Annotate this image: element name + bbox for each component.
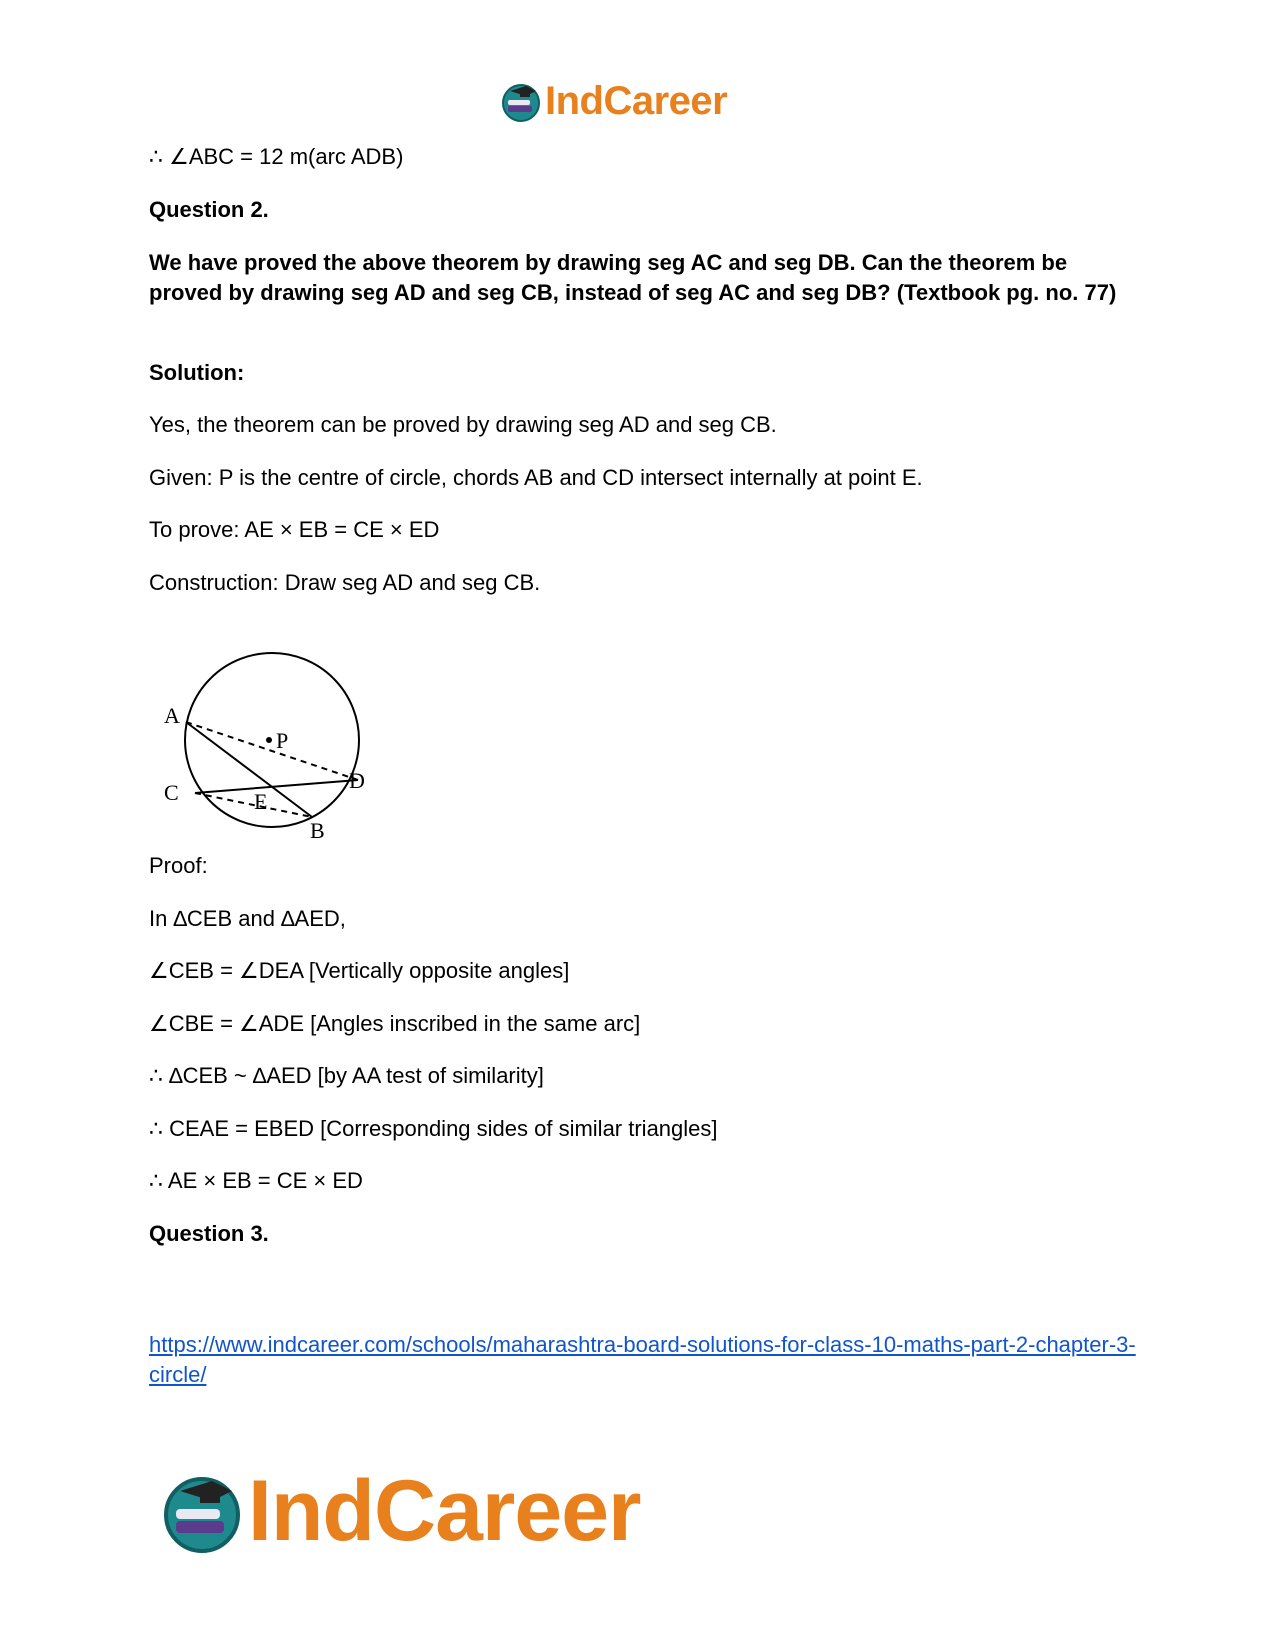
proof-step-3: ∠CBE = ∠ADE [Angles inscribed in the same arc]	[149, 1011, 641, 1036]
construction-statement: Construction: Draw seg AD and seg CB.	[149, 570, 541, 595]
proof-label: Proof:	[149, 853, 208, 878]
footer-logo-text: IndCareer	[248, 1463, 641, 1559]
label-e: E	[254, 789, 268, 814]
label-d: D	[349, 768, 365, 793]
solution-answer: Yes, the theorem can be proved by drawing seg AD and seg CB.	[149, 412, 777, 437]
centre-point	[266, 737, 272, 743]
question-2-text: We have proved the above theorem by drawing seg AC and seg DB. Can the theorem be proved by drawing seg AD and seg CB, instead of seg AC and seg DB? (Textbook pg. no. 77)	[149, 250, 1117, 305]
chord-ab	[186, 722, 312, 817]
source-url-link[interactable]: https://www.indcareer.com/schools/maharashtra-board-solutions-for-class-10-maths-part-2-chapter-3-circle/	[149, 1332, 1136, 1387]
circle-diagram	[150, 650, 380, 860]
label-b: B	[310, 818, 325, 843]
header-logo	[500, 80, 727, 122]
question-3-label: Question 3.	[149, 1221, 269, 1246]
question-2-label: Question 2.	[149, 197, 269, 222]
header-logo-text: IndCareer	[545, 79, 728, 123]
label-c: C	[164, 780, 179, 805]
proof-step-5: ∴ CEAE = EBED [Corresponding sides of similar triangles]	[149, 1116, 718, 1141]
proof-step-4: ∴ ∆CEB ~ ∆AED [by AA test of similarity]	[149, 1063, 544, 1088]
indcareer-globe-icon	[160, 1469, 244, 1553]
proof-step-1: In ∆CEB and ∆AED,	[149, 906, 346, 931]
footer-logo	[160, 1463, 641, 1559]
solution-label: Solution:	[149, 360, 245, 385]
given-statement: Given: P is the centre of circle, chords AB and CD intersect internally at point E.	[149, 465, 923, 490]
proof-step-6: ∴ AE × EB = CE × ED	[149, 1168, 363, 1193]
seg-ad-dashed	[186, 722, 358, 780]
to-prove-statement: To prove: AE × EB = CE × ED	[149, 517, 440, 542]
proof-step-2: ∠CEB = ∠DEA [Vertically opposite angles]	[149, 958, 570, 983]
indcareer-globe-icon	[500, 80, 542, 122]
label-a: A	[164, 703, 180, 728]
label-p: P	[276, 728, 289, 753]
conclusion-line: ∴ ∠ABC = 12 m(arc ADB)	[149, 144, 404, 169]
